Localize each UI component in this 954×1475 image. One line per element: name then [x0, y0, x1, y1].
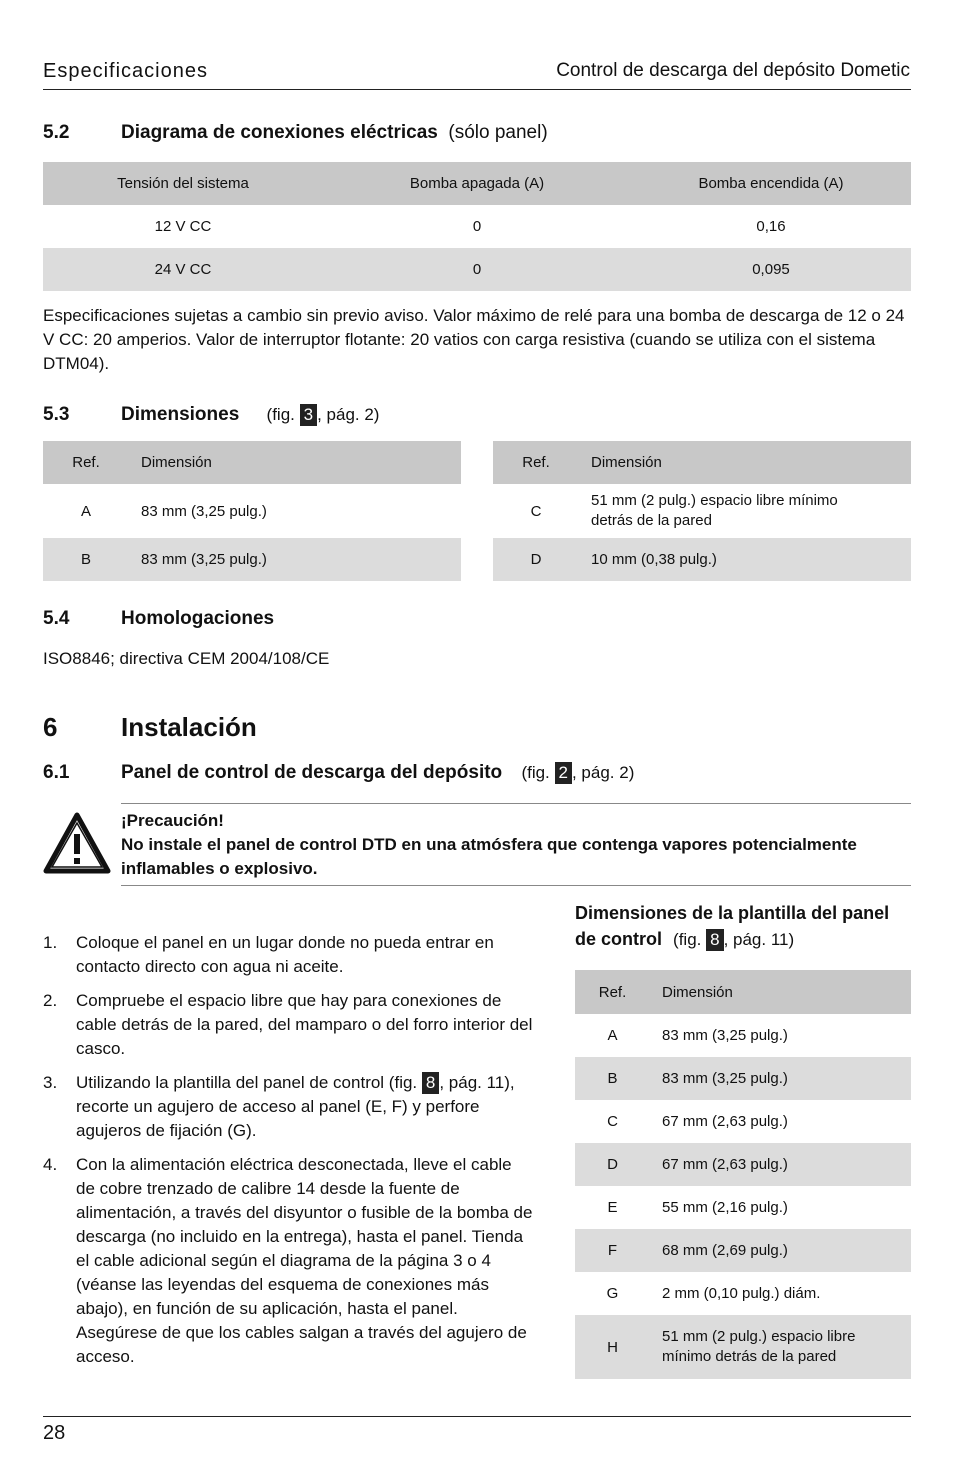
section-title: [121, 404, 379, 426]
table-cell: 83 mm (3,25 pulg.): [141, 502, 267, 520]
table-cell: 51 mm (2 pulg.) espacio libre mínimo detrás de la pared: [662, 1328, 856, 1365]
table-header-cell: Ref.: [522, 454, 550, 471]
chapter-number: 6: [43, 712, 58, 742]
table-cell: C: [607, 1113, 618, 1130]
figure-number-box: 8: [706, 929, 723, 951]
step-text: , pág. 11), recorte un agujero de acceso al panel (E, F) y perfore agujeros de fijación (G).: [76, 1073, 515, 1140]
figure-number-box: 3: [300, 404, 317, 426]
table-row: [493, 538, 911, 581]
table-cell: 51 mm (2 pulg.) espacio libre mínimo detrás de la pared: [591, 492, 838, 529]
table-header-cell: Dimensión: [662, 983, 733, 1001]
list-item: [43, 989, 533, 1061]
table-cell: D: [607, 1156, 618, 1173]
table-cell: D: [530, 551, 542, 568]
table-header-row: [43, 162, 911, 205]
dimensions-table-left: [43, 441, 461, 581]
figure-reference: [521, 763, 634, 782]
table-header-row: [575, 970, 911, 1014]
table-cell: G: [606, 1285, 619, 1302]
list-item: [43, 1071, 533, 1143]
table-row: [43, 484, 461, 538]
table-header-cell: Ref.: [598, 983, 627, 1001]
list-item: [43, 1153, 533, 1369]
table-row: [575, 1315, 911, 1379]
running-header-section: Especificaciones: [43, 60, 208, 82]
specs-note: Especificaciones sujetas a cambio sin previo aviso. Valor máximo de relé para una bomba de descarga de 12 o 24 V CC: 20 amperios. Valor de interruptor flotante: 20 vatios con carga resistiva (cuando se utiliza con el sistema DTM04).: [43, 306, 905, 373]
warning-triangle-icon: [43, 812, 111, 879]
table-cell: 67 mm (2,63 pulg.): [662, 1156, 788, 1173]
table-header-cell: Tensión del sistema: [117, 175, 249, 192]
electrical-table: [43, 162, 911, 291]
installation-steps: [43, 931, 533, 1369]
chapter-title: Instalación: [121, 712, 257, 742]
step-text: Con la alimentación eléctrica desconectada, lleve el cable de cobre trenzado de calibre 14 desde la fuente de alimentación, a través del disyuntor o fusible de la bomba de descarga (no incluido en la entrega), hasta el panel. Tienda el cable adicional según el diagrama de la página 3 o 4 (véanse las leyendas del esquema de conexiones más abajo), en función de su aplicación, hasta el panel. Asegúrese de que los cables salgan a través del agujero de acceso.: [76, 1155, 533, 1366]
step-text: Utilizando la plantilla del panel de control (fig.: [76, 1073, 418, 1092]
step-text: Compruebe el espacio libre que hay para conexiones de cable detrás de la pared, del mamparo o del forro interior del casco.: [76, 991, 533, 1058]
figure-ref-prefix: (fig.: [521, 763, 550, 782]
table-row: [575, 1143, 911, 1186]
table-row: [43, 538, 461, 581]
table-cell: 83 mm (3,25 pulg.): [662, 1027, 788, 1044]
table-header-cell: Ref.: [72, 454, 100, 471]
table-row: [575, 1014, 911, 1057]
figure-ref-prefix: (fig.: [266, 405, 295, 424]
table-row: [493, 484, 911, 538]
table-cell: F: [607, 1242, 618, 1259]
table-cell: 0: [472, 261, 482, 278]
template-dimensions-table: [575, 970, 911, 1379]
figure-number-box: 8: [422, 1072, 439, 1094]
table-header-cell: Dimensión: [141, 454, 212, 471]
table-cell: A: [80, 502, 91, 520]
table-header-row: [43, 441, 461, 484]
table-cell: 68 mm (2,69 pulg.): [662, 1242, 788, 1259]
approvals-text: ISO8846; directiva CEM 2004/108/CE: [43, 649, 330, 668]
table-row: [575, 1100, 911, 1143]
table-cell: B: [607, 1070, 618, 1087]
page-number: 28: [43, 1422, 66, 1444]
section-title: Homologaciones: [121, 608, 275, 629]
section-title-text: Dimensiones: [121, 404, 240, 425]
table-row: [575, 1186, 911, 1229]
table-cell: 67 mm (2,63 pulg.): [662, 1113, 788, 1130]
dimensions-table-right: [493, 441, 911, 581]
section-number: 5.4: [43, 608, 70, 629]
table-cell: 2 mm (0,10 pulg.) diám.: [662, 1285, 821, 1302]
running-header-title: Control de descarga del depósito Dometic: [556, 60, 910, 81]
table-cell: B: [80, 551, 91, 568]
figure-number-box: 2: [555, 762, 572, 784]
section-number: 6.1: [43, 762, 70, 783]
table-header-row: [493, 441, 911, 484]
step-number: 1.: [43, 933, 58, 952]
header-divider: [43, 89, 911, 90]
table-row: [575, 1057, 911, 1100]
step-text: Coloque el panel en un lugar donde no pueda entrar en contacto directo con agua ni aceite.: [76, 933, 494, 976]
template-dimensions-title: [575, 900, 911, 953]
figure-ref-suffix: , pág. 11): [723, 930, 795, 949]
table-row: [575, 1272, 911, 1315]
figure-ref-prefix: (fig.: [673, 930, 702, 949]
table-cell: 10 mm (0,38 pulg.): [591, 551, 717, 568]
table-cell: 0,16: [756, 218, 786, 235]
figure-reference: [267, 405, 380, 424]
table-cell: 0,095: [752, 261, 790, 278]
step-number: 3.: [43, 1073, 58, 1092]
table-cell: 12 V CC: [154, 218, 212, 235]
section-title-text: Panel de control de descarga del depósito: [121, 762, 503, 783]
section-subtitle: (sólo panel): [448, 122, 548, 143]
table-cell: 0: [472, 218, 482, 235]
section-title-text: Diagrama de conexiones eléctricas: [121, 122, 438, 143]
warning-title: ¡Precaución!: [121, 811, 224, 830]
step-number: 2.: [43, 991, 58, 1010]
table-cell: 83 mm (3,25 pulg.): [141, 551, 267, 568]
table-row: [43, 248, 911, 291]
table-header-cell: Dimensión: [591, 454, 662, 471]
table-row: [43, 205, 911, 248]
section-number: 5.3: [43, 404, 70, 425]
section-title: [121, 762, 634, 784]
table-cell: A: [607, 1027, 618, 1044]
table-cell: E: [607, 1199, 618, 1216]
figure-reference: [673, 930, 794, 949]
table-cell: 55 mm (2,16 pulg.): [662, 1199, 788, 1216]
figure-ref-suffix: , pág. 2): [317, 405, 380, 424]
table-cell: C: [530, 502, 542, 520]
warning-bottom-rule: [121, 885, 911, 886]
footer-divider: [43, 1416, 911, 1417]
table-cell: H: [607, 1338, 618, 1356]
table-row: [575, 1229, 911, 1272]
table-header-cell: Bomba apagada (A): [409, 175, 545, 192]
template-title-text: Dimensiones de la plantilla del panel de control: [575, 903, 890, 949]
list-item: [43, 931, 533, 979]
section-title: [121, 122, 548, 144]
table-cell: 24 V CC: [154, 261, 212, 278]
figure-ref-suffix: , pág. 2): [571, 763, 635, 782]
table-header-cell: Bomba encendida (A): [698, 175, 844, 192]
step-number: 4.: [43, 1155, 58, 1174]
warning-text: No instale el panel de control DTD en una atmósfera que contenga vapores potencialmente inflamables o explosivo.: [121, 835, 857, 878]
section-number: 5.2: [43, 122, 70, 143]
warning-top-rule: [121, 803, 911, 804]
table-cell: 83 mm (3,25 pulg.): [662, 1070, 788, 1087]
